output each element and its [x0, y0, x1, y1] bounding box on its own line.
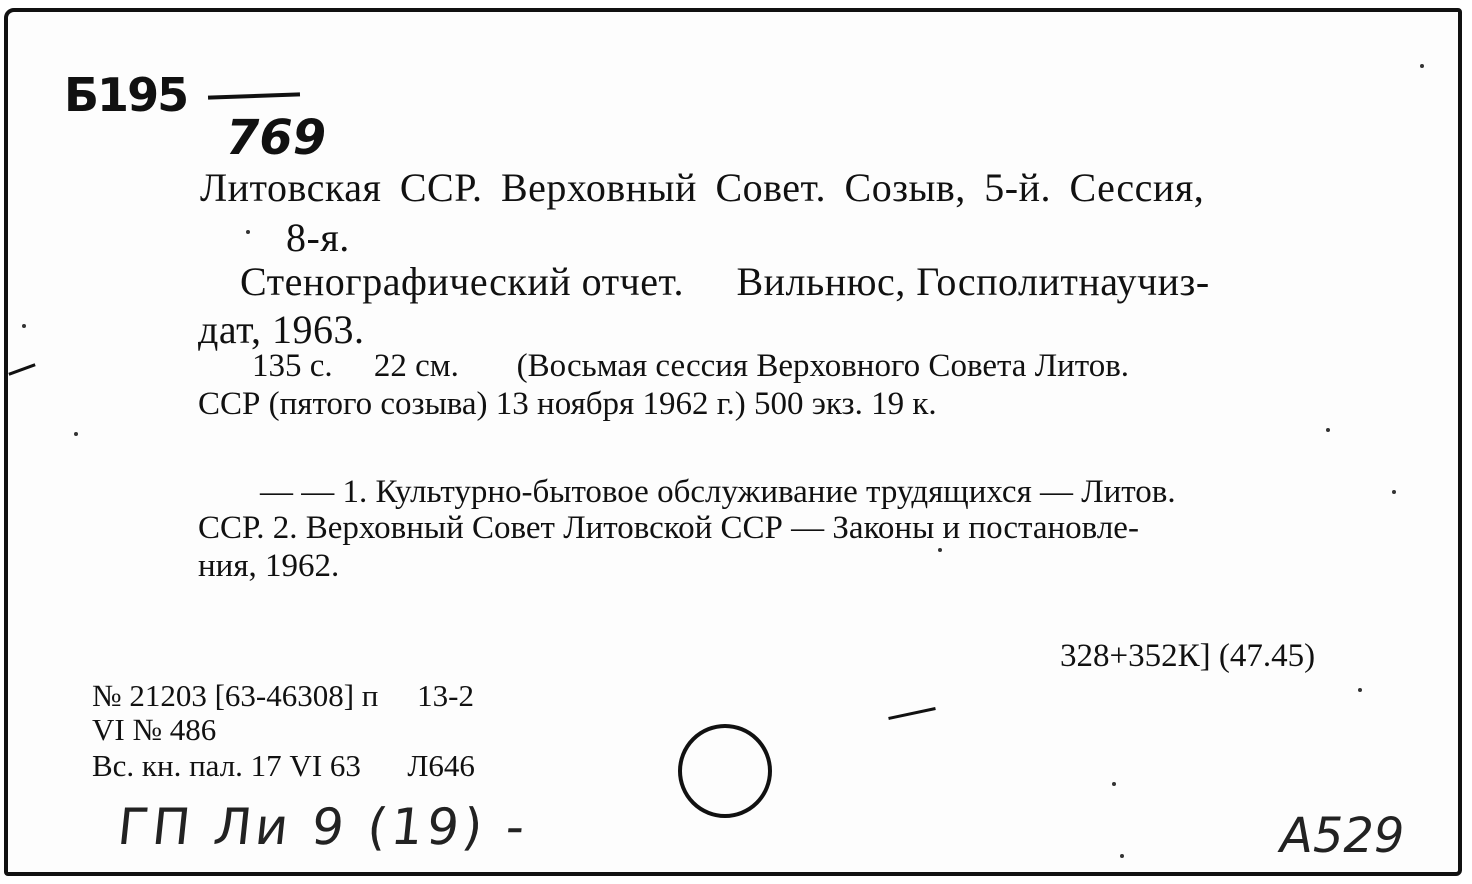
subjects-line-3: ния, 1962.	[198, 548, 340, 584]
footer-line-3: Вс. кн. пал. 17 VI 63 Л646	[92, 748, 475, 783]
speck	[246, 230, 250, 234]
heading-line-1: Литовская ССР. Верховный Совет. Созыв, 5-й. Сессия,	[200, 165, 1205, 210]
speck	[1420, 64, 1424, 68]
inventory-number: A529	[1280, 808, 1405, 864]
classification: 328+352К] (47.45)	[1060, 638, 1316, 674]
speck	[1392, 490, 1396, 494]
call-number-under: 769	[226, 110, 327, 166]
call-number-prefix: Б195	[64, 68, 188, 122]
stamp-handwritten: ГП Ли 9 (19) -	[114, 798, 532, 856]
subjects-line-2: ССР. 2. Верховный Совет Литовской ССР — Законы и постановле-	[198, 510, 1139, 546]
speck	[1120, 854, 1124, 858]
title-line-1: Стенографический отчет. Вильнюс, Госполитнаучиз-	[240, 259, 1210, 304]
pen-mark	[888, 707, 936, 720]
circle-stamp	[678, 724, 772, 818]
speck	[74, 432, 78, 436]
collation-line-2: ССР (пятого созыва) 13 ноября 1962 г.) 500 экз. 19 к.	[198, 386, 937, 422]
title-line-2: дат, 1963.	[198, 307, 365, 352]
collation-line-1: 135 с. 22 см. (Восьмая сессия Верховного Совета Литов.	[252, 348, 1130, 384]
catalog-card	[4, 8, 1462, 876]
call-number-rule	[208, 92, 300, 99]
margin-mark	[8, 363, 35, 375]
speck	[1358, 688, 1362, 692]
heading-line-2: 8-я.	[286, 215, 350, 260]
footer-line-2: VI № 486	[92, 712, 217, 747]
speck	[1112, 782, 1116, 786]
subjects-line-1: — — 1. Культурно-бытовое обслуживание трудящихся — Литов.	[260, 474, 1176, 510]
speck	[22, 324, 26, 328]
speck	[938, 548, 942, 552]
call-number	[64, 68, 187, 122]
footer-line-1: № 21203 [63-46308] п 13-2	[92, 678, 474, 713]
speck	[1326, 428, 1330, 432]
